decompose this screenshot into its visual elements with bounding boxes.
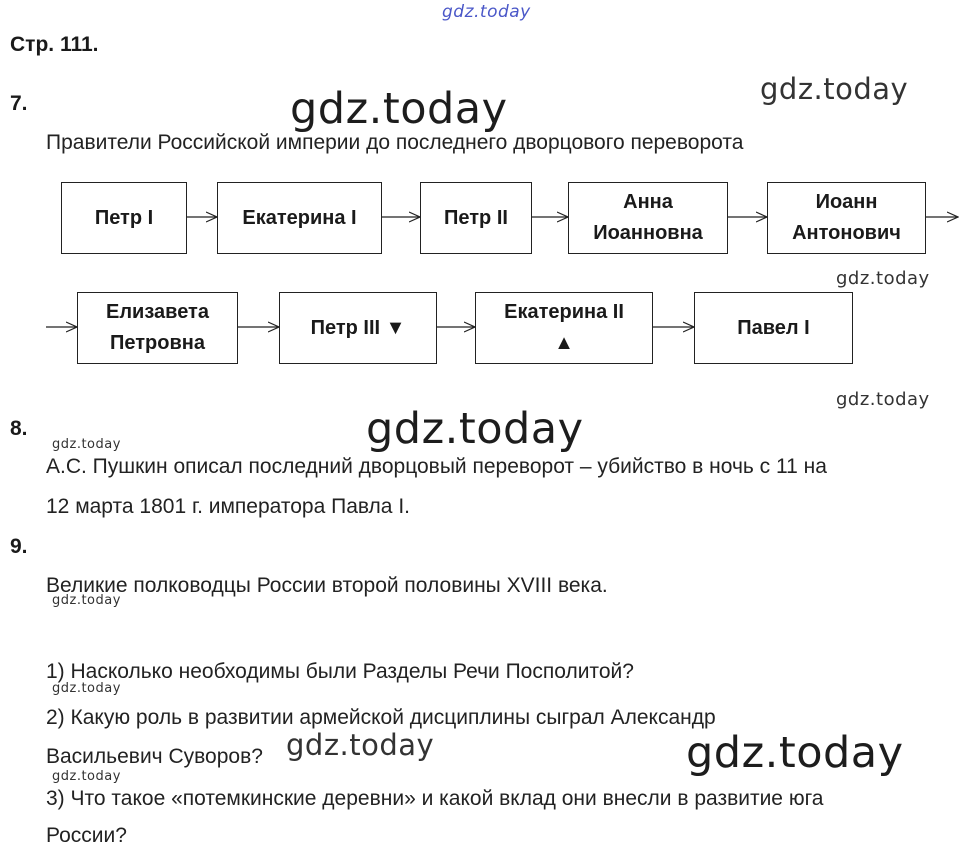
ruler-name: Павел I [737,316,810,339]
page-reference: Стр. 111. [10,33,99,56]
question-title: Правители Российской империи до последнего дворцового переворота [46,131,744,154]
ruler-box: Иоанн Антонович [767,182,926,254]
ruler-box [420,182,532,254]
watermark: gdz.today [52,681,121,696]
ruler-name: Иоанн [815,191,878,213]
ruler-box [217,182,382,254]
watermark: gdz.today [760,72,909,106]
watermark: gdz.today [442,2,531,22]
question-title: Великие полководцы России второй половины XVIII века. [46,574,608,597]
ruler-name: Петр III ▼ [310,316,406,339]
watermark: gdz.today [52,437,121,452]
question-item: 3) Что такое «потемкинские деревни» и какой вклад они внесли в развитие юга [46,787,824,810]
watermark: gdz.today [52,769,121,784]
ruler-box: Анна Иоанновна [568,182,728,254]
question-item: 2) Какую роль в развитии армейской дисциплины сыграл Александр [46,706,716,729]
ruler-box [279,292,437,364]
watermark: gdz.today [836,389,930,410]
question-item: России? [46,824,127,847]
ruler-box: Екатерина II ▲ [475,292,653,364]
answer-text: А.С. Пушкин описал последний дворцовый переворот – убийство в ночь с 11 на [46,455,827,478]
question-item: 1) Насколько необходимы были Разделы Речи Посполитой? [46,660,634,683]
ruler-name: Екатерина I [242,206,357,229]
question-item: Васильевич Суворов? [46,745,263,768]
watermark: gdz.today [52,593,121,608]
ruler-box: Елизавета Петровна [77,292,238,364]
ruler-box [61,182,187,254]
ruler-name: Елизавета [106,301,209,323]
answer-text: 12 марта 1801 г. императора Павла I. [46,495,410,518]
question-number: 7. [10,92,28,115]
ruler-name: Петр I [94,206,154,229]
watermark: gdz.today [290,84,508,134]
ruler-name: Екатерина II [504,301,624,323]
ruler-name: Петр II [444,206,508,229]
watermark: gdz.today [836,268,930,289]
question-number: 9. [10,535,28,558]
question-number: 8. [10,417,28,440]
watermark: gdz.today [366,404,584,454]
watermark: gdz.today [686,728,904,778]
watermark: gdz.today [286,728,435,762]
ruler-box [694,292,853,364]
ruler-name: Анна [623,191,673,213]
